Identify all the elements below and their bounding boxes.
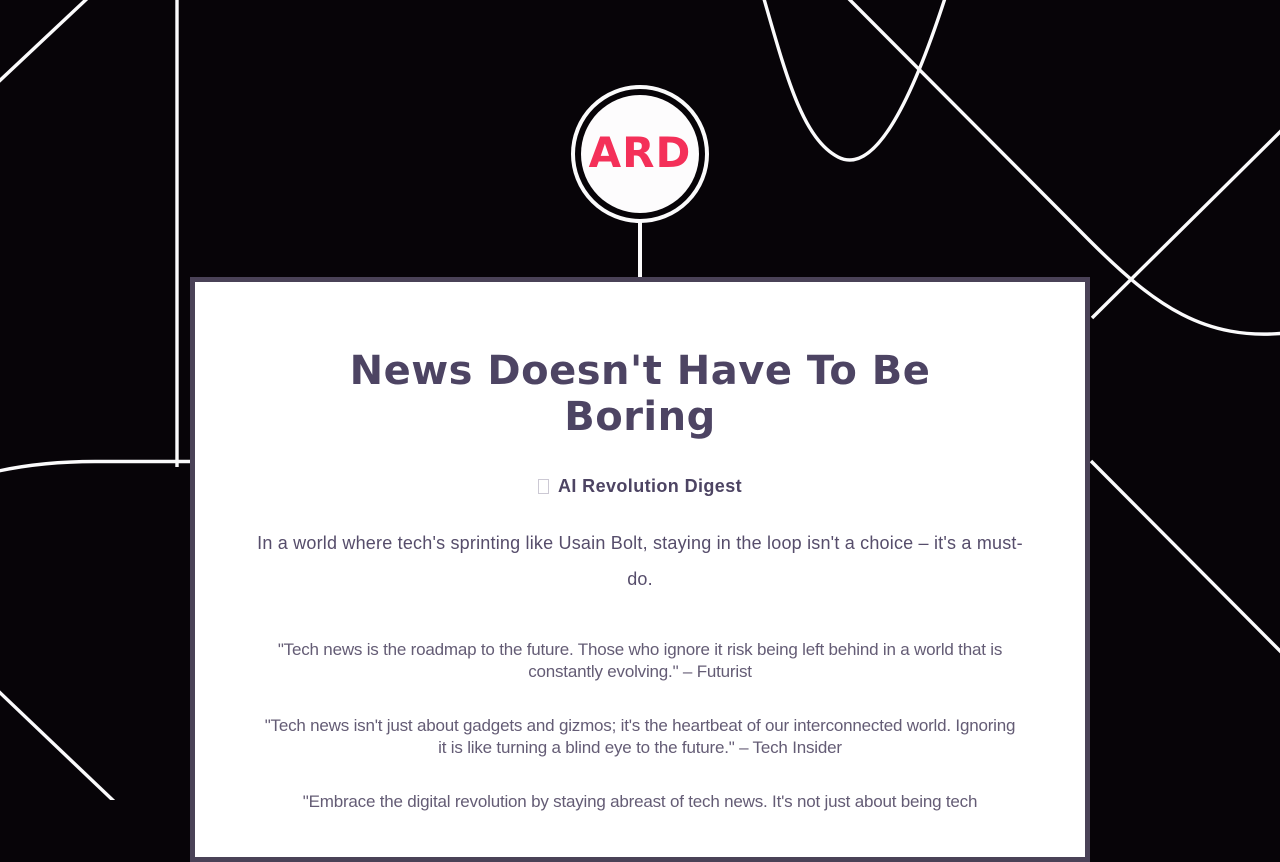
page-title [250, 348, 1030, 440]
page-title-line-2: Boring [564, 394, 716, 440]
intro-paragraph: In a world where tech's sprinting like Usain Bolt, staying in the loop isn't a choice – it's a must-do. [257, 533, 1023, 589]
bg-line-bottom-left-diagonal [0, 687, 120, 800]
bg-line-top-left-diagonal [0, 0, 92, 86]
bg-curve-top-center-u [762, 0, 947, 160]
page-title-line-1: News Doesn't Have To Be [349, 348, 931, 394]
logo-stem [638, 218, 642, 280]
newsletter-card [190, 277, 1090, 862]
quote-tech-insider: "Tech news isn't just about gadgets and gizmos; it's the heartbeat of our interconnected world. Ignoring it is like turning a blind eye to the future." – Tech Insider [264, 716, 1016, 757]
newsletter-name [250, 476, 1030, 497]
bg-line-mid-right-diagonal [1091, 461, 1280, 657]
bg-line-left-horizontal [0, 462, 196, 473]
quote-futurist: "Tech news is the roadmap to the future. Those who ignore it risk being left behind in a world that is constantly evolving." – Futurist [277, 640, 1003, 681]
logo-text: ARD [588, 128, 692, 177]
logo [581, 95, 699, 213]
quote-embrace-partial: "Embrace the digital revolution by staying abreast of tech news. It's not just about being tech [302, 792, 978, 811]
newsletter-name-label: AI Revolution Digest [557, 476, 742, 496]
missing-emoji-glyph-icon [538, 479, 549, 494]
bg-line-top-right-diagonal [1092, 126, 1280, 318]
